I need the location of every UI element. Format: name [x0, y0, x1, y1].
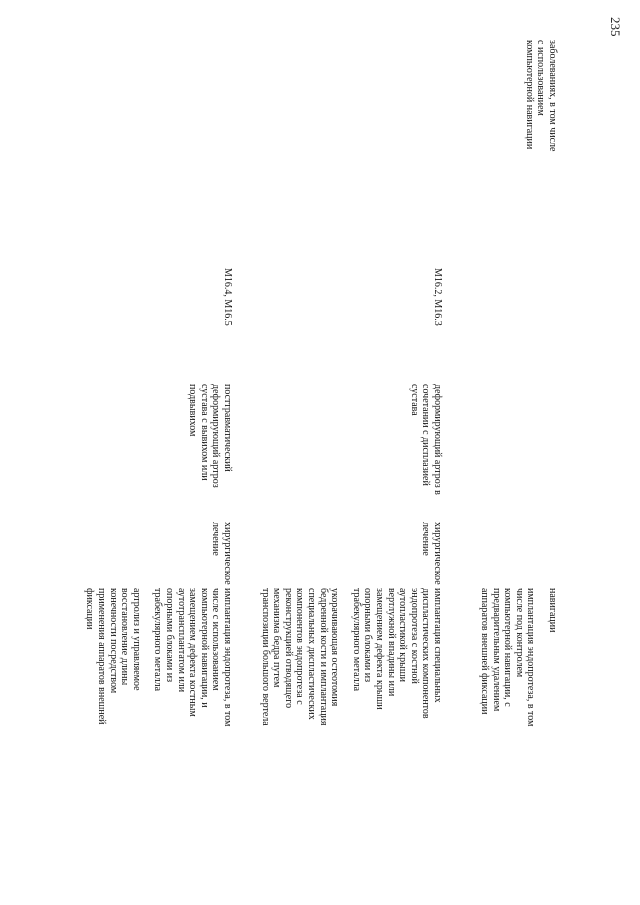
diagnosis-line: сустава с вывихом или — [198, 384, 210, 481]
diagnosis-line: подвывихом — [187, 384, 199, 437]
method-line: диспластических компонентов — [420, 588, 432, 719]
method-line: вертлужной впадины или — [385, 588, 397, 697]
rotated-table-page — [0, 20, 600, 850]
treatment-type-line: лечение — [210, 522, 222, 556]
row-code: M16.4, M16.5 — [222, 268, 233, 326]
method-line: замещением дефекта костным — [187, 588, 199, 717]
row-methods — [84, 588, 233, 726]
method-line: числе с использованием — [210, 588, 222, 691]
method-line: реконструкцией отводящего — [282, 588, 294, 709]
fragment-treatment-line: аппаратов внешней фиксации — [479, 588, 491, 715]
method-line: бедренной кости и имплантация — [317, 588, 329, 726]
method-line: опорными блоками из — [362, 588, 374, 683]
top-fragment — [478, 588, 558, 726]
row-code: M16.2, M16.3 — [432, 268, 443, 326]
intro-line: с использованием — [535, 40, 547, 116]
treatment-type-line: хирургическое — [432, 522, 443, 585]
intro-line: компьютерной навигации — [523, 40, 535, 150]
treatment-type-line: хирургическое — [222, 522, 233, 585]
diagnosis-line: сустава — [408, 384, 420, 416]
intro-text — [523, 40, 558, 151]
page-number: 235 — [608, 17, 623, 37]
method-line: восстановление длины — [119, 588, 131, 686]
method-line: компонентов эндопротеза с — [294, 588, 306, 705]
diagnosis-line: деформирующий артроз в — [432, 384, 443, 495]
method-line: транспозиции большого вертела — [259, 588, 271, 726]
method-line: применения аппаратов внешней — [96, 588, 108, 725]
row-diagnosis — [187, 384, 233, 488]
method-line: имплантация эндопротеза, в том — [222, 588, 233, 727]
method-line: укорачивающая остеотомия — [329, 588, 341, 707]
diagnosis-line: сочетании с дисплазией — [420, 384, 432, 486]
method-line: замещением дефекта крыши — [374, 588, 386, 710]
method-line: конечности посредством — [107, 588, 119, 694]
row-treatment-type — [420, 522, 443, 585]
method-line: трабекулярного металла — [152, 588, 164, 692]
method-line: специальных диспластических — [306, 588, 318, 720]
intro-line: заболеваниях, в том числе — [547, 40, 558, 152]
method-line: артролиз и управляемое — [130, 588, 142, 691]
method-line: имплантация специальных — [432, 588, 443, 703]
method-line: компьютерной навигации, и — [198, 588, 210, 708]
diagnosis-line: посттравматический — [222, 384, 233, 472]
fragment-treatment-line: числе под контролем — [513, 588, 525, 678]
method-line: фиксации — [84, 588, 96, 630]
row-methods — [259, 588, 443, 726]
treatment-type-line: лечение — [420, 522, 432, 556]
diagnosis-line: деформирующий артроз — [210, 384, 222, 488]
row-treatment-type — [210, 522, 233, 585]
method-line: опорными блоками из — [164, 588, 176, 683]
fragment-line: навигации — [547, 588, 558, 633]
method-line: аутотрансплантатом или — [175, 588, 187, 693]
method-line: трабекулярного металла — [350, 588, 362, 692]
fragment-treatment-line: имплантация эндопротеза, в том — [525, 588, 537, 727]
method-line: аутопластикой крыши — [397, 588, 409, 682]
fragment-treatment-line: компьютерной навигации, с — [502, 588, 514, 707]
row-diagnosis — [408, 384, 443, 495]
fragment-treatment-line: предварительным удалением — [490, 588, 502, 712]
method-line: эндопротеза с костной — [408, 588, 420, 684]
method-line: механизма бедра путем — [271, 588, 283, 688]
